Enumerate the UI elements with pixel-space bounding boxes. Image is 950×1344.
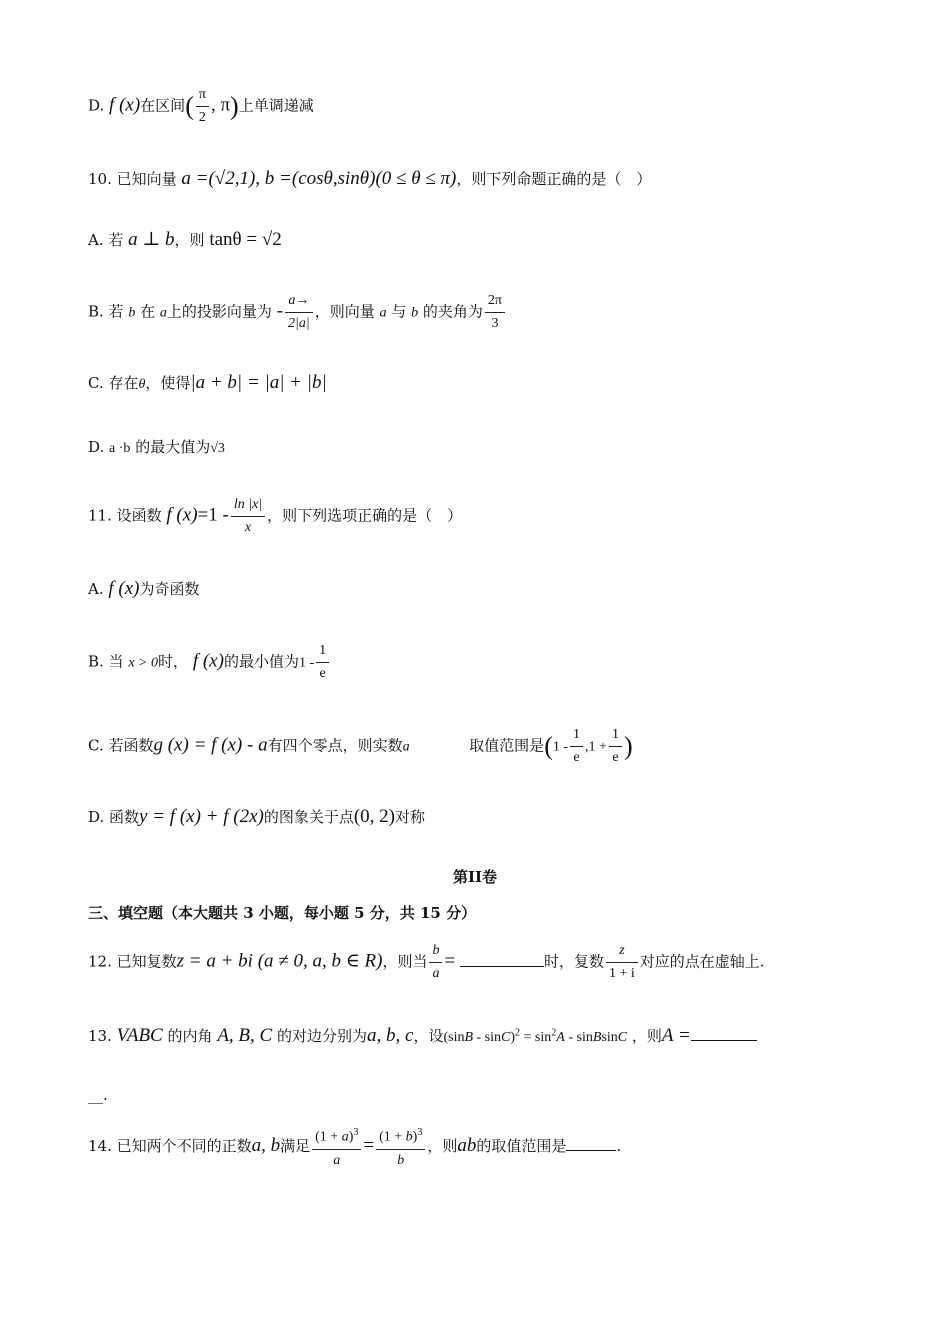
math-condition: $(\sin B - \sin C)^2 = \sin^2A$ - sinBsinC: [443, 1027, 628, 1045]
math-frac-1-e: $\frac{1}{e}$: [316, 640, 329, 685]
q11-option-d: D. 函数y = f (x) + f (2x)的图象关于点(0, 2)对称: [88, 806, 426, 827]
q11-option-b: B. 当 x > 0时， f (x)的最小值为1 - $\frac{1}{e}$: [88, 640, 862, 685]
paren: (: [185, 91, 194, 121]
section-title: 第II卷: [452, 868, 498, 886]
math-f-def: f (x): [166, 504, 198, 526]
answer-blank[interactable]: [691, 1024, 757, 1041]
math-fx: f (x): [109, 94, 141, 116]
q11-stem: 11. 设函数 f (x)=1 - $\frac{\ln |x|}{x}$ ，则下列选项正确的是（ ）: [88, 494, 862, 539]
math-frac-z-1i: $\frac{z}{1 + i}$: [606, 940, 638, 985]
q13: 13. VABC 的内角 A, B, C 的对边分别为a, b, c，设$(\sin B - \sin C)^2 = \sin^2A$ - sinBsinC ，则A =: [88, 1024, 862, 1047]
math-frac-left: $\frac{(1 + a)^3}{a}$: [312, 1122, 361, 1172]
math-frac-lnx-x: $\frac{\ln |x|}{x}$: [231, 494, 265, 539]
q10-option-c: C. 存在θ，使得|a + b| = |a| + |b|: [88, 372, 327, 393]
math-frac-pi-2: $\frac{\pi}{2}$: [196, 84, 209, 129]
math-frac-2pi-3: $\frac{2\pi}{3}$: [485, 290, 505, 335]
q14: 14. 已知两个不同的正数a, b满足 $\frac{(1 + a)^3}{a}$ = $\frac{(1 + b)^3}{b}$ ，则ab的取值范围是 .: [88, 1122, 862, 1172]
answer-blank[interactable]: [566, 1134, 616, 1151]
q10-option-d: D. a ·b 的最大值为√3: [88, 438, 225, 456]
part-title: 三、填空题（本大题共 3 小题，每小题 5 分，共 15 分）: [88, 904, 477, 922]
q11-option-a: A. f (x)为奇函数: [88, 578, 200, 599]
q10-option-a: A. 若 a ⊥ b，则 tanθ = √2: [88, 229, 282, 250]
q11-option-c: C. 若函数g (x) = f (x) - a有四个零点，则实数a 取值范围是(1 - $\frac{1}{e}$ ,1 + $\frac{1}{e}$ ): [88, 724, 862, 769]
q12: 12. 已知复数z = a + bi (a ≠ 0, a, b ∈ R)，则当 $\frac{b}{a}$ = 时，复数 $\frac{z}{1 + i}$ 对应的点在虚轴上.: [88, 940, 862, 985]
q9-option-d: D. f (x)在区间( $\frac{\pi}{2}$ , π)上单调递减: [88, 84, 862, 129]
math-frac-b-a: $\frac{b}{a}$: [429, 940, 442, 985]
q10-option-b: B. 若 b 在 a上的投影向量为 - $\frac{a\to}{2|a|}$ ，则向量 a 与 b 的夹角为 $\frac{2\pi}{3}$: [88, 290, 862, 335]
math-vectors: a =(√2,1), b =(cosθ,sinθ)(0 ≤ θ ≤ π): [181, 168, 457, 189]
q10-stem: 10. 已知向量 a =(√2,1), b =(cosθ,sinθ)(0 ≤ θ ≤ π)，则下列命题正确的是（ ）: [88, 168, 652, 189]
math-projection-frac: $\frac{a\to}{2|a|}$: [285, 290, 313, 335]
answer-blank[interactable]: [460, 950, 544, 967]
q13-continued: __.: [88, 1086, 108, 1104]
math-frac-right: $\frac{(1 + b)^3}{b}$: [376, 1122, 425, 1172]
